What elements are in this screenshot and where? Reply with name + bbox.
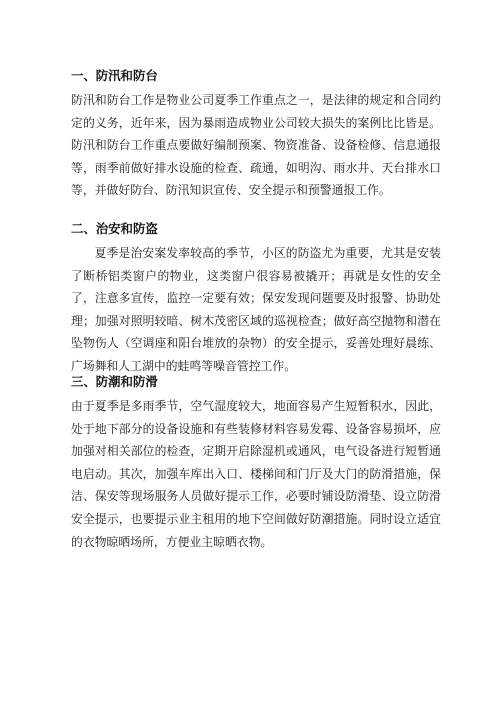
section-paragraph: 夏季是治安案发率较高的季节，小区的防盗尤为重要，尤其是安装了断桥铝类窗户的物业，这类窗户很容易被撬开；再就是女性的安全了，注意多宣传，监控一定要有效；保安发现问题要及时报警、协助处理；加强对照明较暗、树木茂密区域的巡视检查；做好高空抛物和潜在坠物伤人（空调座和阳台堆放的杂物）的安全提示，妥善处理好晨练、广场舞和人工湖中的蛙鸣等噪音管控工作。 — [71, 246, 441, 373]
section-paragraph: 防汛和防台工作是物业公司夏季工作重点之一，是法律的规定和合同约定的义务，近年来，因为暴雨造成物业公司较大损失的案例比比皆是。防汛和防台工作重点要做好编制预案、物资准备、设备检修、信息通报等，雨季前做好排水设施的检查、疏通，如明沟、雨水井、天台排水口等，并做好防台、防汛知识宣传、安全提示和预警通报工作。 — [71, 93, 441, 198]
section-security-theft — [71, 221, 441, 378]
section-moisture-slip — [71, 374, 441, 553]
section-heading: 一、防汛和防台 — [71, 68, 158, 83]
section-paragraph: 由于夏季是多雨季节，空气湿度较大，地面容易产生短暂积水，因此，处于地下部分的设备设施和有些装修材料容易发霉、设备容易损坏，应加强对相关部位的检查，定期开启除湿机或通风，电气设备进行短暂通电启动。其次，加强车库出入口、楼梯间和门厅及大门的防滑措施，保洁、保安等现场服务人员做好提示工作，必要时铺设防滑垫、设立防滑安全提示，也要提示业主租用的地下空间做好防潮措施。同时设立适宜的衣物晾晒场所，方便业主晾晒衣物。 — [71, 399, 441, 549]
section-heading: 二、治安和防盗 — [71, 221, 158, 236]
section-flood-typhoon — [71, 68, 441, 202]
section-heading: 三、防潮和防滑 — [71, 374, 158, 389]
